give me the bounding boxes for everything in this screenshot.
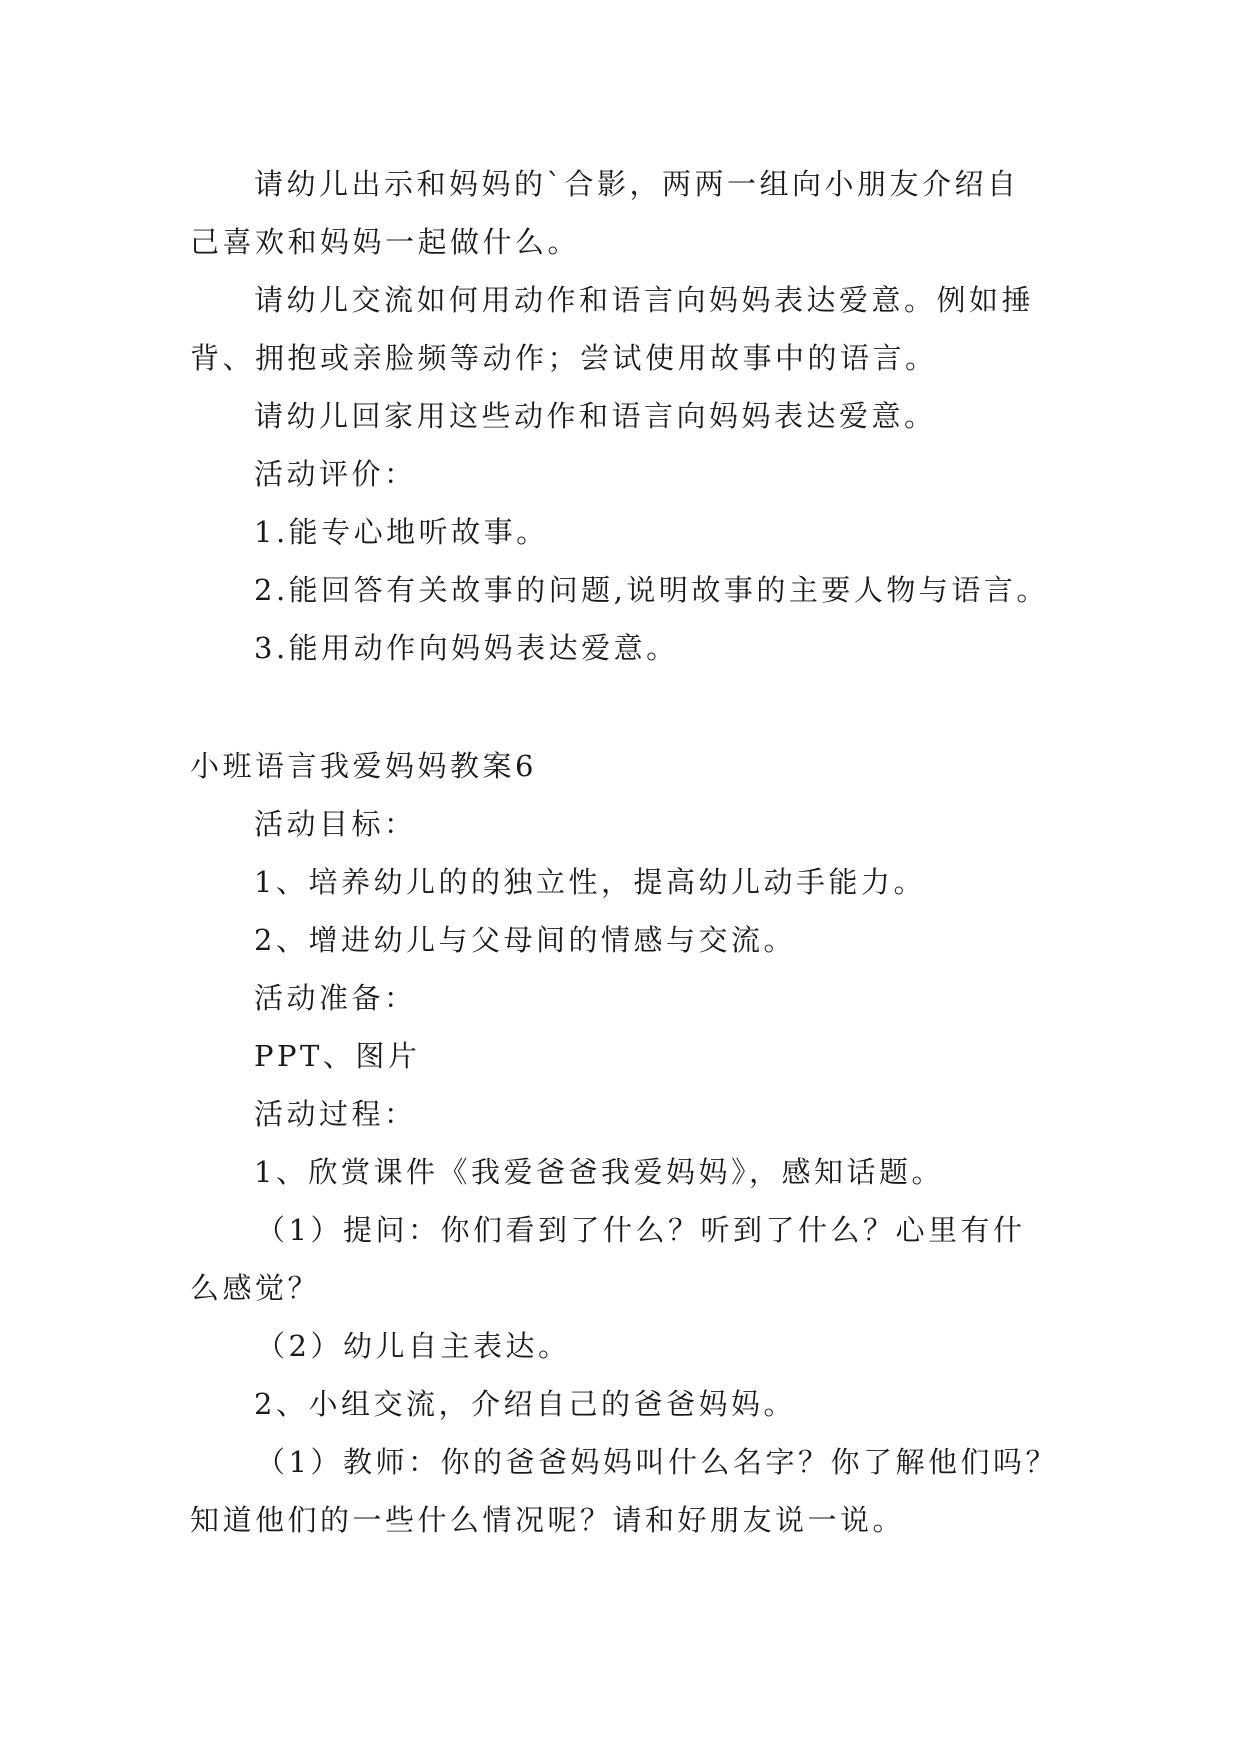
paragraph-line: PPT、图片	[254, 1039, 421, 1073]
sub-list-item: （1）提问：你们看到了什么？听到了什么？心里有什	[256, 1213, 1026, 1247]
list-item: 1.能专心地听故事。	[254, 515, 549, 549]
paragraph-line: 请幼儿回家用这些动作和语言向妈妈表达爱意。	[254, 399, 937, 433]
section-heading: 活动准备：	[254, 981, 417, 1015]
list-item: 2、小组交流，介绍自己的爸爸妈妈。	[254, 1387, 796, 1421]
paragraph-line: 么感觉？	[190, 1271, 321, 1305]
paragraph-line: 背、拥抱或亲脸频等动作；尝试使用故事中的语言。	[190, 341, 938, 375]
paragraph-line: 请幼儿出示和妈妈的`合影，两两一组向小朋友介绍自	[254, 167, 1020, 201]
sub-list-item: （1）教师：你的爸爸妈妈叫什么名字？你了解他们吗？	[256, 1445, 1058, 1479]
section-heading: 活动评价：	[254, 457, 417, 491]
list-item: 2、增进幼儿与父母间的情感与交流。	[254, 923, 796, 957]
list-item: 3.能用动作向妈妈表达爱意。	[254, 631, 679, 665]
sub-list-item: （2）幼儿自主表达。	[256, 1329, 571, 1363]
paragraph-line: 知道他们的一些什么情况呢？请和好朋友说一说。	[190, 1503, 906, 1537]
list-item: 1、欣赏课件《我爱爸爸我爱妈妈》，感知话题。	[254, 1155, 944, 1189]
section-heading: 活动目标：	[254, 807, 417, 841]
list-item: 2.能回答有关故事的问题,说明故事的主要人物与语言。	[254, 573, 1049, 607]
paragraph-line: 己喜欢和妈妈一起做什么。	[190, 225, 581, 259]
section-heading: 活动过程：	[254, 1097, 417, 1131]
document-title: 小班语言我爱妈妈教案6	[190, 749, 537, 783]
paragraph-line: 请幼儿交流如何用动作和语言向妈妈表达爱意。例如捶	[254, 283, 1035, 317]
list-item: 1、培养幼儿的的独立性，提高幼儿动手能力。	[254, 865, 926, 899]
